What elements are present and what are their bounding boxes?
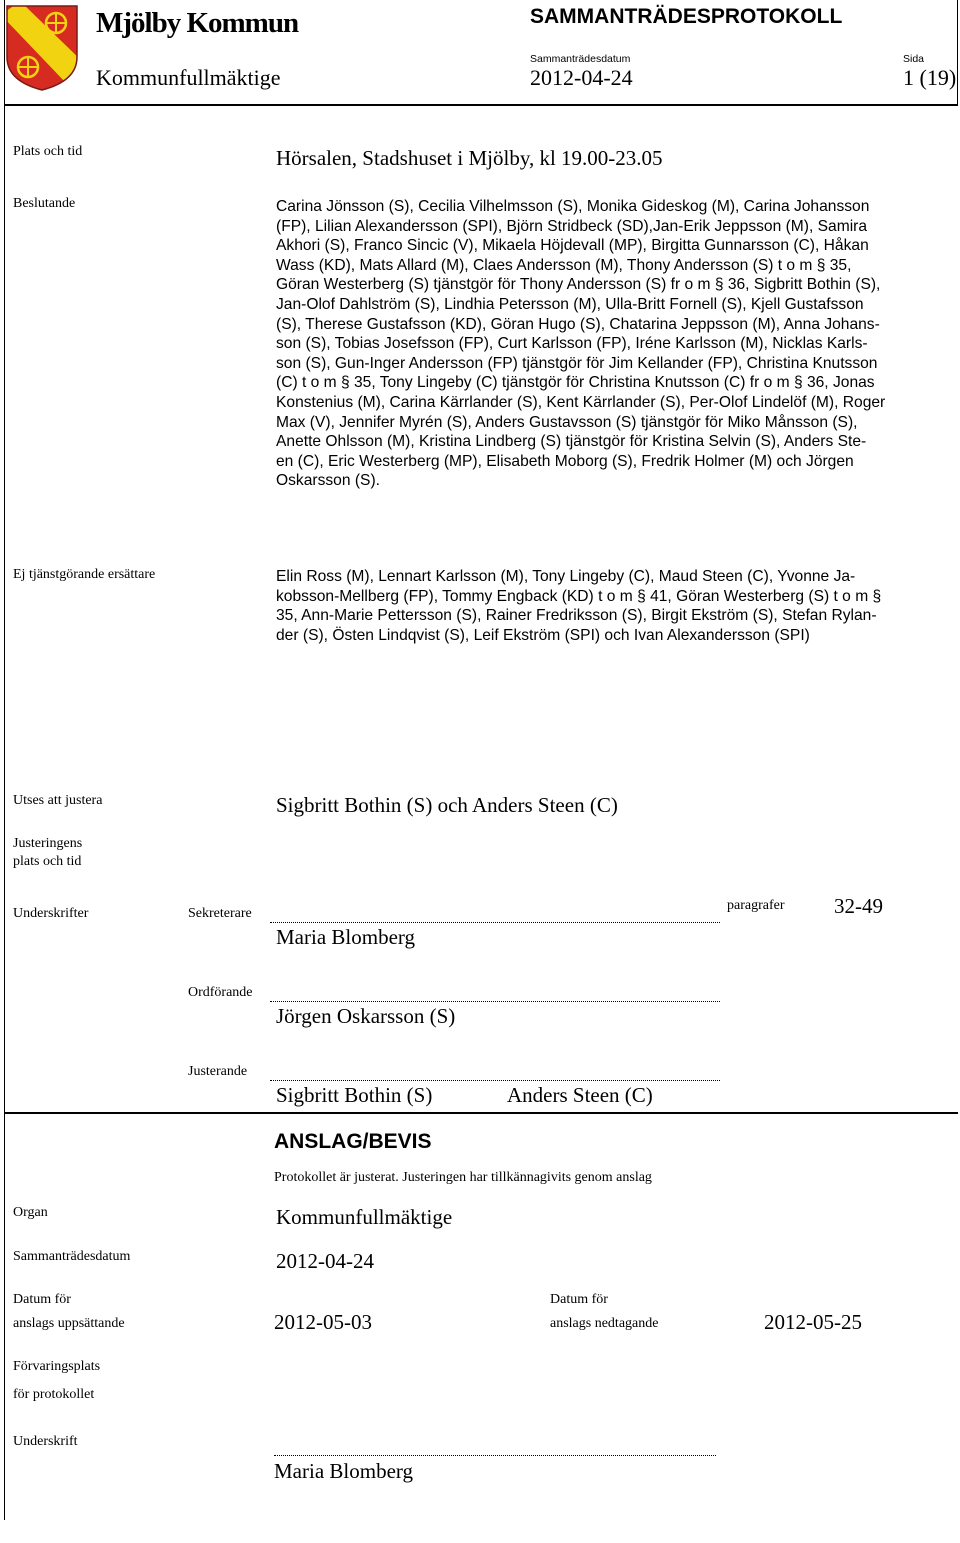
org-name: Mjölby Kommun [96, 7, 299, 39]
paragraphs-value: 32-49 [834, 894, 883, 918]
notice-signature-label: Underskrift [13, 1434, 78, 1449]
removed-label-2: anslags nedtagande [550, 1316, 659, 1331]
notice-signature-line [274, 1455, 716, 1456]
chair-signature-line [270, 1001, 720, 1002]
notice-divider [4, 1112, 958, 1114]
removed-label-1: Datum för [550, 1292, 608, 1307]
place-value: Hörsalen, Stadshuset i Mjölby, kl 19.00-23.05 [276, 146, 663, 170]
page-number: 1 (19) [903, 65, 957, 90]
organ-label: Organ [13, 1205, 48, 1220]
substitutes-line: der (S), Östen Lindqvist (S), Leif Ekström (SPI) och Ivan Alexandersson (SPI) [276, 626, 810, 644]
substitutes-line: Elin Ross (M), Lennart Karlsson (M), Tony Lingeby (C), Maud Steen (C), Yvonne Ja- [276, 568, 856, 585]
chair-label: Ordförande [188, 985, 253, 1000]
substitutes-line: kobsson-Mellberg (FP), Tommy Engback (KD) t o m § 41, Göran Westerberg (S) t o m § [276, 587, 882, 605]
notice-title: ANSLAG/BEVIS [274, 1130, 432, 1153]
header-date-label: Sammanträdesdatum [530, 53, 631, 65]
members-line: Carina Jönsson (S), Cecilia Vilhelmsson (S), Monika Gideskog (M), Carina Johansson [276, 198, 870, 215]
substitutes-label: Ej tjänstgörande ersättare [13, 567, 156, 582]
substitutes-list [276, 567, 941, 645]
adjusters-elected-value: Sigbritt Bothin (S) och Anders Steen (C) [276, 793, 618, 817]
storage-label-1: Förvaringsplats [13, 1359, 101, 1374]
organ-value: Kommunfullmäktige [276, 1205, 453, 1229]
chair-name: Jörgen Oskarsson (S) [276, 1004, 456, 1028]
members-line: Akhori (S), Franco Sincic (V), Mikaela Höjdevall (MP), Birgitta Gunnarsson (C), Håkan [276, 237, 869, 255]
place-label: Plats och tid [13, 144, 83, 159]
members-line: Göran Westerberg (S) tjänstgör för Thony Andersson (S) fr o m § 36, Sigbritt Bothin (S), [276, 276, 881, 294]
members-label: Beslutande [13, 196, 76, 211]
adjuster-2-name: Anders Steen (C) [507, 1083, 653, 1107]
members-line: (S), Therese Gustafsson (KD), Göran Hugo (S), Chatarina Jeppsson (M), Anna Johans- [276, 315, 880, 333]
members-list [276, 197, 941, 491]
members-line: Anette Ohlsson (M), Kristina Lindberg (S) tjänstgör för Kristina Selvin (S), Anders Ste- [276, 433, 867, 451]
page-label: Sida [903, 53, 925, 65]
posted-label-1: Datum för [13, 1292, 71, 1307]
members-line: (FP), Lilian Alexandersson (SPI), Björn Stridbeck (SD),Jan-Erik Jeppsson (M), Samira [276, 217, 868, 235]
members-line: son (S), Gun-Inger Andersson (FP) tjänstgör för Jim Kellander (FP), Christina Knutsson [276, 354, 878, 372]
members-line: en (C), Eric Westerberg (MP), Elisabeth Moborg (S), Fredrik Holmer (M) och Jörgen [276, 452, 854, 470]
secretary-name: Maria Blomberg [276, 925, 416, 949]
members-line: Wass (KD), Mats Allard (M), Claes Andersson (M), Thony Andersson (S) t o m § 35, [276, 256, 852, 274]
posted-label-2: anslags uppsättande [13, 1316, 125, 1331]
adjusters-sign-label: Justerande [188, 1064, 248, 1079]
members-line: Jan-Olof Dahlström (S), Lindhia Petersson (M), Ulla-Britt Fornell (S), Kjell Gustafsson [276, 295, 864, 313]
notice-signature-name: Maria Blomberg [274, 1459, 414, 1483]
substitutes-line: 35, Ann-Marie Pettersson (S), Rainer Fredriksson (S), Birgit Ekström (S), Stefan Rylan- [276, 607, 877, 625]
notice-statement: Protokollet är justerat. Justeringen har tillkännagivits genom anslag [274, 1170, 652, 1185]
posted-date: 2012-05-03 [274, 1310, 372, 1334]
municipal-crest-icon [6, 5, 78, 91]
members-line: (C) t o m § 35, Tony Lingeby (C) tjänstgör för Christina Knutsson (C) fr o m § 36, Jonas [276, 374, 875, 392]
header-divider [4, 104, 958, 106]
members-line: Max (V), Jennifer Myrén (S), Anders Gustavsson (S) tjänstgör för Miko Månsson (S), [276, 413, 858, 431]
adjust-place-label-1: Justeringens [13, 836, 83, 851]
removed-date: 2012-05-25 [764, 1310, 862, 1334]
adjuster-1-name: Sigbritt Bothin (S) [276, 1083, 433, 1107]
secretary-label: Sekreterare [188, 906, 252, 921]
notice-date-label: Sammanträdesdatum [13, 1249, 131, 1264]
page-frame-left [4, 0, 5, 1520]
header-body: Kommunfullmäktige [96, 65, 281, 90]
members-line: Konstenius (M), Carina Kärrlander (S), Kent Kärrlander (S), Per-Olof Lindelöf (M), Roger [276, 393, 886, 411]
paragraphs-label: paragrafer [727, 898, 785, 913]
adjusters-elected-label: Utses att justera [13, 793, 103, 808]
adjusters-signature-line [270, 1080, 720, 1081]
signatures-label: Underskrifter [13, 906, 89, 921]
page-frame-right [957, 0, 958, 106]
header-date: 2012-04-24 [530, 65, 633, 90]
members-line: son (S), Tobias Josefsson (FP), Curt Karlsson (FP), Iréne Karlsson (M), Nicklas Karls- [276, 335, 868, 353]
secretary-signature-line [270, 922, 720, 923]
notice-date-value: 2012-04-24 [276, 1249, 374, 1273]
storage-label-2: för protokollet [13, 1387, 95, 1402]
document-type: SAMMANTRÄDESPROTOKOLL [530, 5, 843, 28]
members-line: Oskarsson (S). [276, 472, 380, 490]
adjust-place-label-2: plats och tid [13, 854, 82, 869]
